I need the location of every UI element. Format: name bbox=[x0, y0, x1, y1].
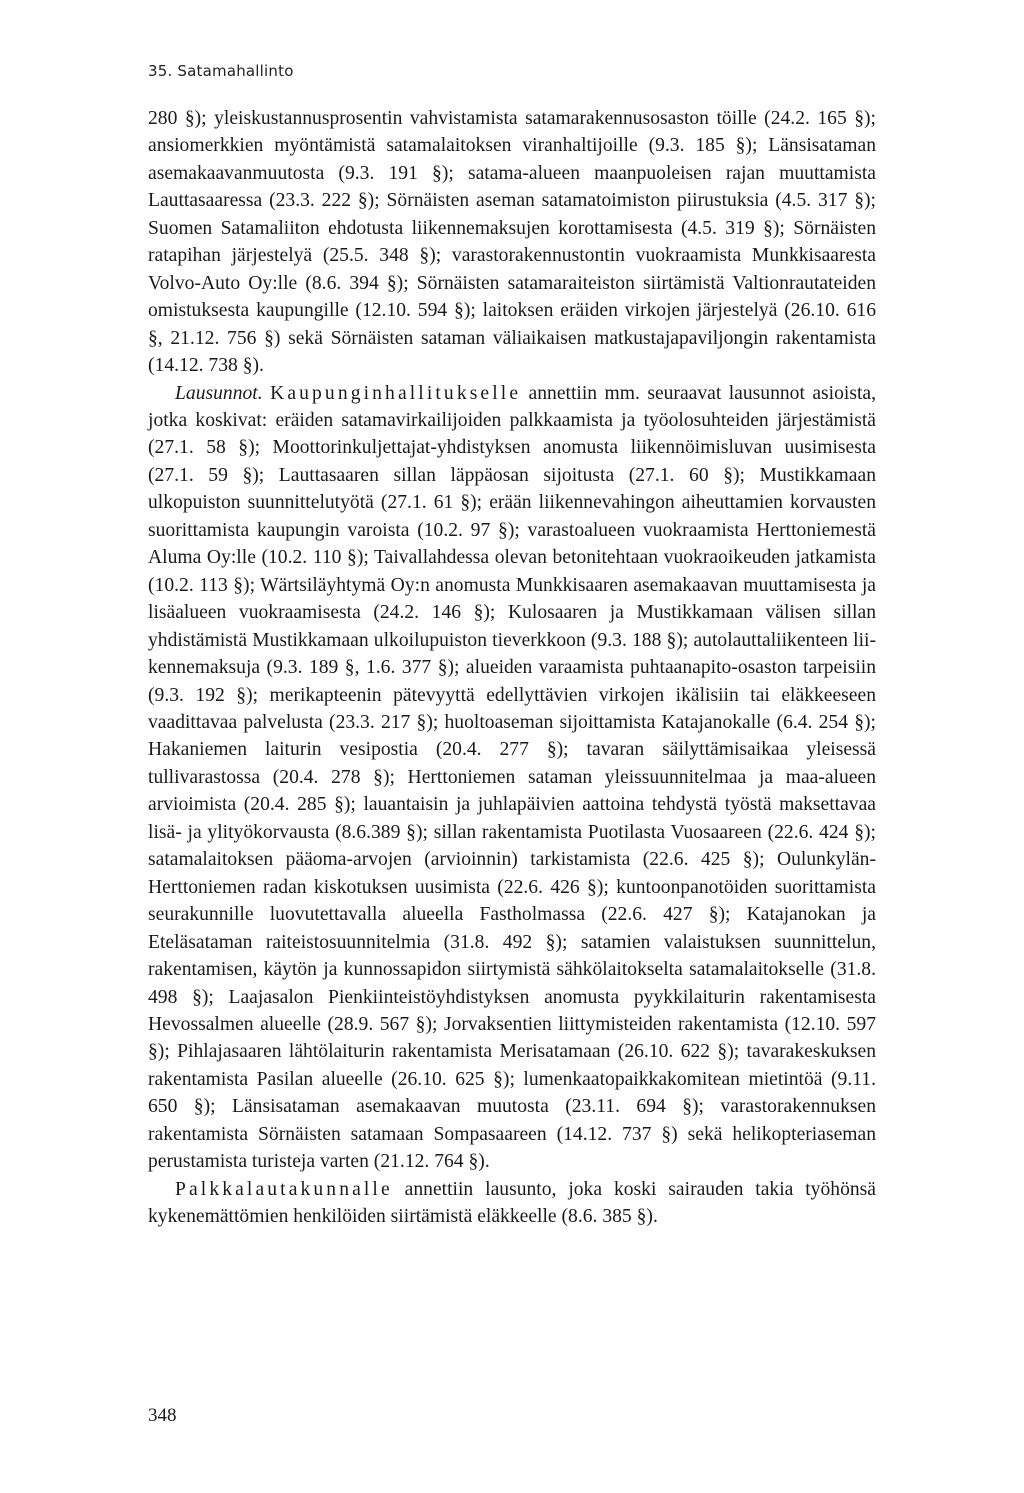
section-heading: Lausunnot. bbox=[175, 382, 263, 404]
spaced-recipient: Kaupunginhallitukselle bbox=[270, 382, 522, 404]
paragraph-continuation: 280 §); yleiskustannusprosentin vahvistamista satamarakennusosaston töille (24.2. 165 §); ansiomerkkien myöntämistä satamalaitoksen viranhaltijoille (9.3. 185 §); Länsisataman asemakaavanmuutosta (9.3. 191 §); satama-alueen maanpuoleisen rajan muuttamista Lauttasaaressa (23.3. 222 §); Sörnäisten aseman satamatoimiston piirustuksia (4.5. 317 §); Suomen Satamaliiton ehdotusta liikennemaksujen korottamisesta (4.5. 319 §); Sörnäisten ratapihan järjestelyä (25.5. 348 §); varastorakennustontin vuokraamista Munkkisaaresta Volvo-Auto Oy:lle (8.6. 394 §); Sörnäisten satamaraiteiston siirtämistä Valtionrautateiden omistuksesta kaupungille (12.10. 594 §); laitoksen eräiden virkojen järjestelyä (26.10. 616 §, 21.12. 756 §) sekä Sörnäisten sataman väliaikaisen matkustajapaviljongin rakentamista (14.12. 738 §). bbox=[148, 108, 876, 377]
page-number: 348 bbox=[148, 1405, 177, 1426]
spaced-recipient: Palkkalautakunnalle bbox=[175, 1178, 393, 1200]
paragraph-palkkalautakunta bbox=[148, 1176, 876, 1231]
paragraph-text: annettiin mm. seuraavat lausunnot asioista, jotka koskivat: eräiden satamavirkailijoiden palkkaamista ja työolosuhteiden järjestämistä (27.1. 58 §); Moottorinkuljettajat-yhdistyksen anomusta liikennöimisluvan uusimisesta (27.1. 59 §); Lauttasaaren sillan läppäosan sijoitusta (27.1. 60 §); Mustikkamaan ulkopuiston suunnittelutyötä (27.1. 61 §); erään liikennevahingon aiheuttamien korvausten suorittamista kaupungin varoista (10.2. 97 §); varastoalueen vuokraamista Herttoniemestä Aluma Oy:lle (10.2. 110 §); Taivallahdessa olevan betonitehtaan vuokraoikeuden jatkamista (10.2. 113 §); Wärtsiläyhtymä Oy:n anomusta Munkkisaaren asemakaavan muuttamisesta ja lisäalueen vuokraamisesta (24.2. 146 §); Kulosaaren ja Mustikkamaan välisen sillan yhdistämistä Mustikkamaan ulkoilupuiston tieverkkoon (9.3. 188 §); autolauttaliikenteen liikennemaksuja (9.3. 189 §, 1.6. 377 §); alueiden varaamista puhtaanapito-osaston tarpeisiin (9.3. 192 §); merikapteenin pätevyyttä edellyttävien virkojen ikälisiin tai eläkkeeseen vaadittavaa palvelusta (23.3. 217 §); huoltoaseman sijoittamista Katajanokalle (6.4. 254 §); Hakaniemen laiturin vesipostia (20.4. 277 §); tavaran säilyttämisaikaa yleisessä tullivarastossa (20.4. 278 §); Herttoniemen sataman yleissuunnitelmaa ja maa-alueen arvioimista (20.4. 285 §); lauantaisin ja juhlapäivien aattoina tehdystä työstä maksettavaa lisä- ja ylityökorvausta (8.6.389 §); sillan rakentamista Puotilasta Vuosaareen (22.6. 424 §); satamalaitoksen pääoma-arvojen (arvioinnin) tarkistamista (22.6. 425 §); Oulunkylän-Herttoniemen radan kiskotuksen uusimista (22.6. 426 §); kuntoonpanotöiden suorittamista seurakunnille luovutettavalla alueella Fastholmassa (22.6. 427 §); Katajanokan ja Eteläsataman raiteistosuunnitelmia (31.8. 492 §); satamien valaistuksen suunnittelun, rakentamisen, käytön ja kunnossapidon siirtymistä sähkölaitokselta satamalaitokselle (31.8. 498 §); Laajasalon Pienkiinteistöyhdistyksen anomusta pyykkilaiturin rakentamisesta Hevossalmen alueelle (28.9. 567 §); Jorvaksentien liittymisteiden rakentamista (12.10. 597 §); Pihlajasaaren lähtölaiturin rakentamista Merisatamaan (26.10. 622 §); tavarakeskuksen rakentamista Pasilan alueelle (26.10. 625 §); lumenkaatopaikkakomitean mietintöä (9.11. 650 §); Länsisataman asemakaavan muutosta (23.11. 694 §); varastorakennuksen rakentamista Sörnäisten satamaan Sompasaareen (14.12. 737 §) sekä helikopteriaseman perustamista turisteja varten (21.12. 764 §). bbox=[148, 382, 876, 1173]
paragraph-text: annettiin lausunto, joka koski sairauden takia työhönsä kykenemättömien henkilöiden siirtämistä eläkkeelle (8.6. 385 §). bbox=[148, 1178, 876, 1228]
body-text bbox=[148, 105, 876, 1231]
paragraph-lausunnot bbox=[148, 380, 876, 1176]
running-head: 35. Satamahallinto bbox=[148, 62, 294, 80]
